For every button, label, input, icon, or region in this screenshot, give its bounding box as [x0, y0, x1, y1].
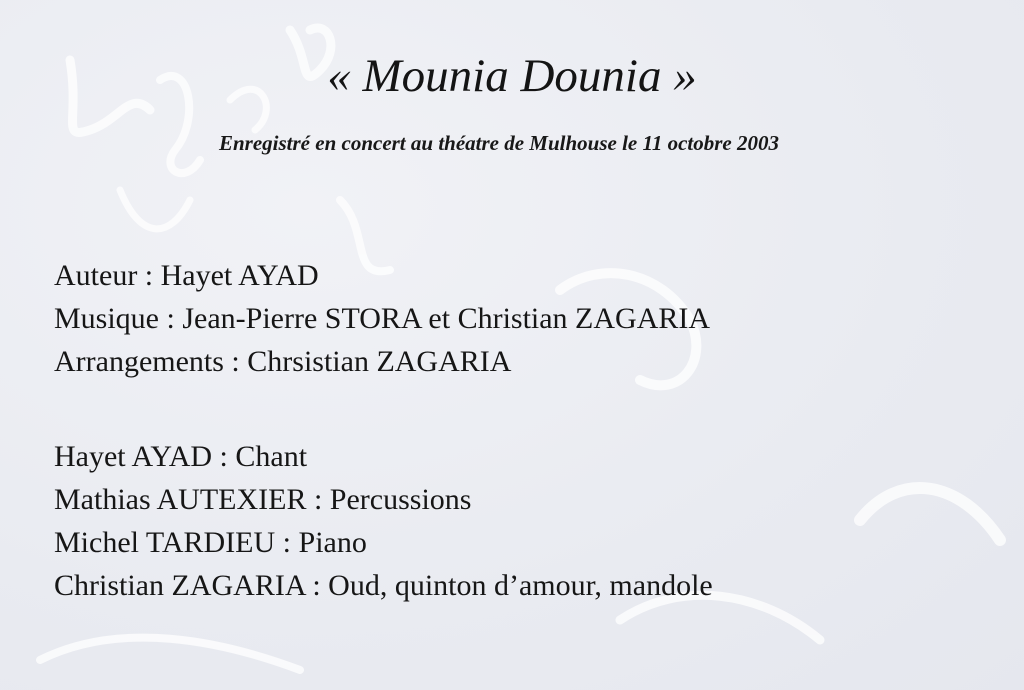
album-title: « Mounia Dounia »	[327, 50, 697, 102]
credit-author: Auteur : Hayet AYAD	[54, 259, 319, 292]
recording-info: Enregistré en concert au théatre de Mulhouse le 11 octobre 2003	[218, 131, 779, 155]
performer-line: Hayet AYAD : Chant	[54, 440, 308, 473]
performer-line: Mathias AUTEXIER : Percussions	[54, 483, 472, 516]
performers-block	[54, 435, 713, 607]
performer-line: Christian ZAGARIA : Oud, quinton d’amour, mandole	[54, 569, 713, 602]
performer-line: Michel TARDIEU : Piano	[54, 526, 367, 559]
credit-arrangements: Arrangements : Chrsistian ZAGARIA	[54, 345, 512, 378]
credits-block	[54, 254, 710, 383]
credit-music: Musique : Jean-Pierre STORA et Christian ZAGARIA	[54, 302, 711, 335]
